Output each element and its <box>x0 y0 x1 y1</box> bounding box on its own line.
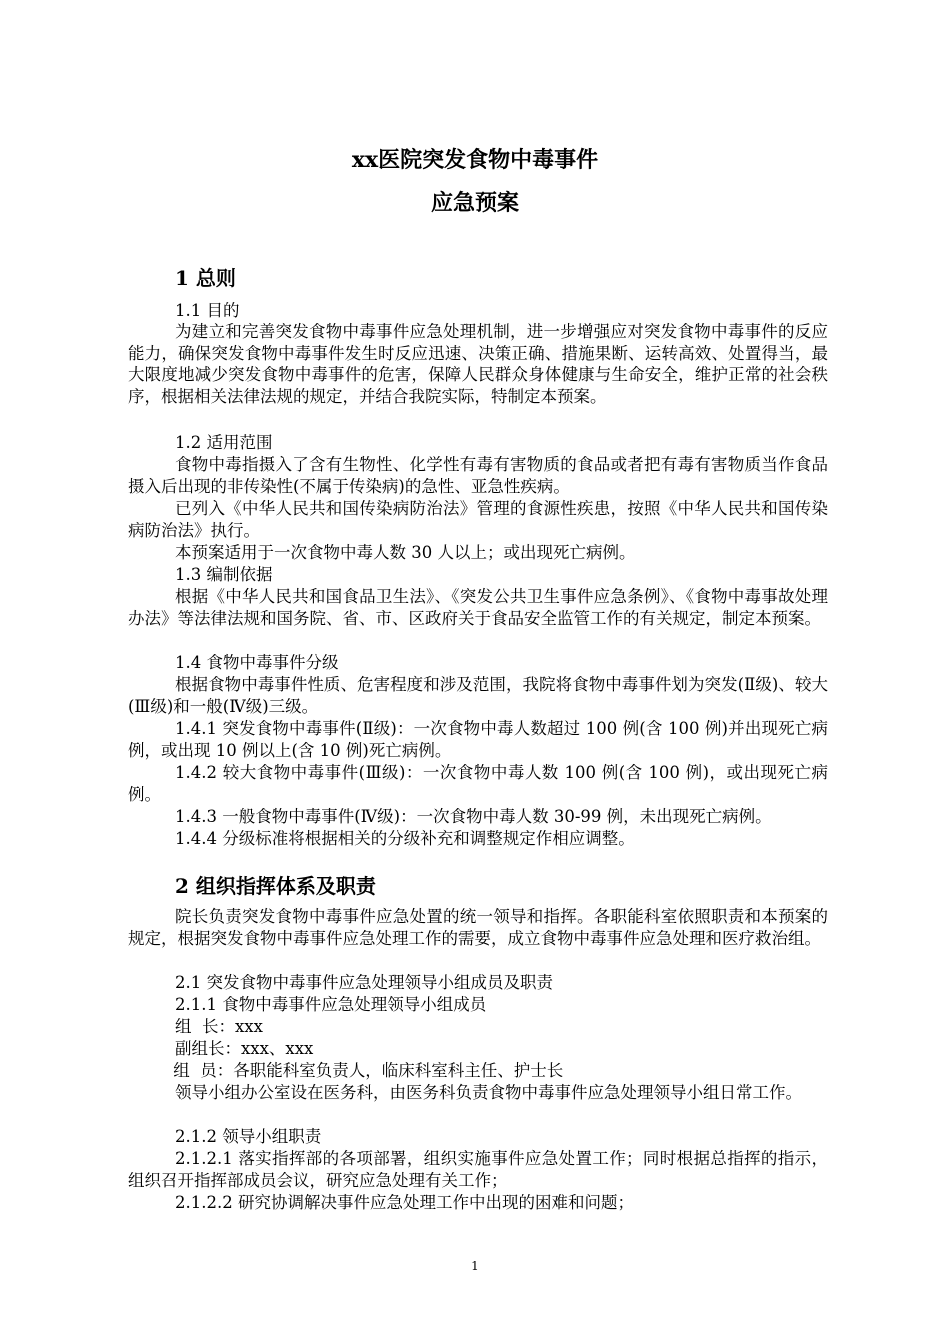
document-subtitle: 应急预案 <box>430 190 519 216</box>
paragraph-2-1-2-2: 2.1.2.2 研究协调解决事件应急处理工作中出现的困难和问题； <box>175 1193 634 1212</box>
leader-line: 组 长：xxx <box>175 1017 263 1036</box>
paragraph-2-1-2-1: 2.1.2.1 落实指挥部的各项部署，组织实施事件应急处置工作；同时根据总指挥的指示，组织召开指挥部成员会议，研究应急处理有关工作； <box>128 1149 828 1190</box>
section-2-heading: 2 组织指挥体系及职责 <box>175 874 376 898</box>
paragraph-2-intro: 院长负责突发食物中毒事件应急处置的统一领导和指挥。各职能科室依照职责和本预案的规定，根据突发食物中毒事件应急处理工作的需要，成立食物中毒事件应急处理和医疗救治组。 <box>128 907 828 948</box>
document-title: xx医院突发食物中毒事件 <box>351 147 599 173</box>
paragraph-1-2a: 食物中毒指摄入了含有生物性、化学性有毒有害物质的食品或者把有毒有害物质当作食品摄入后出现的非传染性(不属于传染病)的急性、亚急性疾病。 <box>128 455 828 496</box>
deputy-leader-line: 副组长：xxx、xxx <box>175 1039 314 1058</box>
section-1-heading: 1 总则 <box>175 266 236 290</box>
subsection-2-1-2: 2.1.2 领导小组职责 <box>175 1127 322 1146</box>
paragraph-office: 领导小组办公室设在医务科，由医务科负责食物中毒事件应急处理领导小组日常工作。 <box>175 1083 802 1102</box>
subsection-2-1-1: 2.1.1 食物中毒事件应急处理领导小组成员 <box>175 995 487 1014</box>
page-number: 1 <box>471 1259 479 1273</box>
paragraph-1-2b: 已列入《中华人民共和国传染病防治法》管理的食源性疾患，按照《中华人民共和国传染病防治法》执行。 <box>128 499 828 540</box>
paragraph-1-4-3: 1.4.3 一般食物中毒事件(Ⅳ级)：一次食物中毒人数 30-99 例，未出现死亡病例。 <box>175 807 772 826</box>
subsection-1-2: 1.2 适用范围 <box>175 433 273 452</box>
subsection-1-3: 1.3 编制依据 <box>175 565 273 584</box>
paragraph-1-2c: 本预案适用于一次食物中毒人数 30 人以上；或出现死亡病例。 <box>175 543 636 562</box>
subsection-1-1: 1.1 目的 <box>175 301 240 320</box>
paragraph-1-4-4: 1.4.4 分级标准将根据相关的分级补充和调整规定作相应调整。 <box>175 829 635 848</box>
members-line: 组 员：各职能科室负责人，临床科室科主任、护士长 <box>168 1061 564 1080</box>
paragraph-1-1: 为建立和完善突发食物中毒事件应急处理机制，进一步增强应对突发食物中毒事件的反应能力，确保突发食物中毒事件发生时反应迅速、决策正确、措施果断、运转高效、处置得当，最大限度地减少突发食物中毒事件的危害，保障人民群众身体健康与生命安全，维护正常的社会秩序，根据相关法律法规的规定，并结合我院实际，特制定本预案。 <box>128 322 828 406</box>
paragraph-1-3: 根据《中华人民共和国食品卫生法》、《突发公共卫生事件应急条例》、《食物中毒事故处理办法》等法律法规和国务院、省、市、区政府关于食品安全监管工作的有关规定，制定本预案。 <box>128 587 828 628</box>
paragraph-1-4-1: 1.4.1 突发食物中毒事件(Ⅱ级)：一次食物中毒人数超过 100 例(含 100 例)并出现死亡病例，或出现 10 例以上(含 10 例)死亡病例。 <box>128 719 828 760</box>
subsection-2-1: 2.1 突发食物中毒事件应急处理领导小组成员及职责 <box>175 973 553 992</box>
paragraph-1-4: 根据食物中毒事件性质、危害程度和涉及范围，我院将食物中毒事件划为突发(Ⅱ级)、较大(Ⅲ级)和一般(Ⅳ级)三级。 <box>128 675 828 716</box>
subsection-1-4: 1.4 食物中毒事件分级 <box>175 653 339 672</box>
paragraph-1-4-2: 1.4.2 较大食物中毒事件(Ⅲ级)：一次食物中毒人数 100 例(含 100 例)，或出现死亡病例。 <box>128 763 828 804</box>
